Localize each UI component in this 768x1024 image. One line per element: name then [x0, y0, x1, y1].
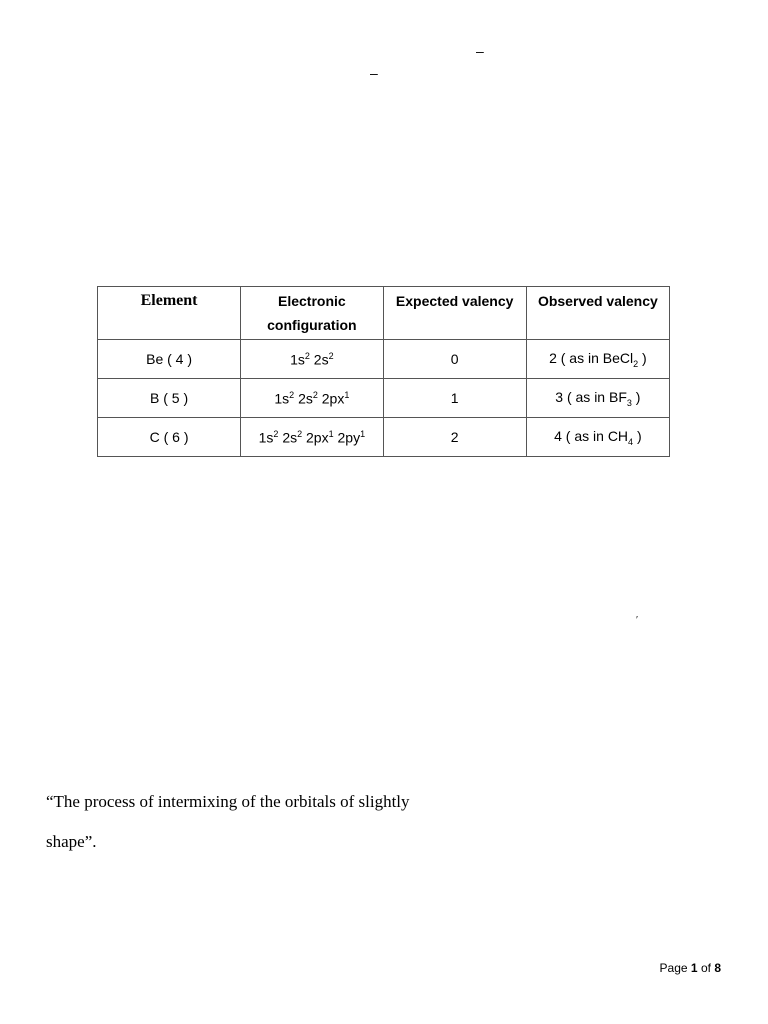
header-config-line2: configuration — [267, 317, 357, 333]
orbital-electron-count: 2 — [328, 350, 334, 361]
header-expected-valency: Expected valency — [383, 287, 526, 340]
dash-mark: – — [476, 43, 484, 59]
tick-mark: ʹ — [636, 615, 639, 626]
orbital-electron-count: 1 — [344, 389, 350, 400]
orbital-electron-count: 2 — [289, 389, 295, 400]
header-config-line1: Electronic — [278, 293, 346, 309]
orbital-electron-count: 2 — [273, 428, 279, 439]
cell-observed-valency — [526, 379, 669, 418]
orbital-electron-count: 2 — [297, 428, 303, 439]
cell-configuration — [241, 379, 383, 418]
orbital-label: 2s — [298, 390, 313, 407]
observed-subscript: 2 — [633, 358, 639, 369]
page-footer — [660, 960, 721, 976]
observed-subscript: 3 — [626, 397, 632, 408]
cell-element: Be ( 4 ) — [98, 340, 241, 379]
dash-mark: – — [370, 65, 378, 81]
table-row — [98, 340, 670, 379]
cell-observed-valency — [526, 340, 669, 379]
header-electronic-configuration — [241, 287, 383, 340]
orbital-electron-count: 1 — [360, 428, 366, 439]
cell-element: B ( 5 ) — [98, 379, 241, 418]
cell-observed-valency — [526, 418, 669, 457]
footer-total-pages: 8 — [714, 961, 721, 975]
footer-of-word: of — [700, 961, 711, 975]
cell-expected-valency: 1 — [383, 379, 526, 418]
table-header-row — [98, 287, 670, 340]
footer-current-page: 1 — [690, 961, 698, 975]
observed-text: 2 ( as in BeCl — [549, 349, 634, 366]
orbital-label: 1s — [274, 390, 290, 407]
table-row — [98, 418, 670, 457]
observed-text: 4 ( as in CH — [554, 427, 629, 444]
cell-expected-valency: 0 — [383, 340, 526, 379]
orbital-label: 2py — [337, 429, 361, 446]
paragraph-line: “The process of intermixing of the orbitals of slightly — [46, 792, 410, 811]
orbital-label: 2px — [306, 429, 329, 446]
cell-element: C ( 6 ) — [98, 418, 241, 457]
orbital-label: 2s — [282, 429, 298, 446]
table-row — [98, 379, 670, 418]
orbital-label: 1s — [290, 351, 305, 368]
paragraph-line: shape”. — [46, 832, 97, 851]
header-observed-valency: Observed valency — [526, 287, 669, 340]
orbital-label: 1s — [258, 429, 274, 446]
cell-configuration — [241, 340, 383, 379]
valency-table — [97, 286, 670, 457]
observed-text-end: ) — [638, 349, 647, 366]
footer-page-word: Page — [659, 961, 688, 975]
observed-text-end: ) — [631, 388, 641, 405]
orbital-electron-count: 1 — [328, 428, 334, 439]
observed-text: 3 ( as in BF — [555, 388, 627, 405]
cell-configuration — [241, 418, 383, 457]
header-element: Element — [98, 287, 241, 340]
orbital-electron-count: 2 — [312, 389, 318, 400]
orbital-label: 2px — [321, 390, 345, 407]
cell-expected-valency: 2 — [383, 418, 526, 457]
observed-text-end: ) — [633, 427, 642, 444]
observed-subscript: 4 — [628, 436, 634, 447]
orbital-label: 2s — [313, 351, 329, 368]
orbital-electron-count: 2 — [304, 350, 310, 361]
